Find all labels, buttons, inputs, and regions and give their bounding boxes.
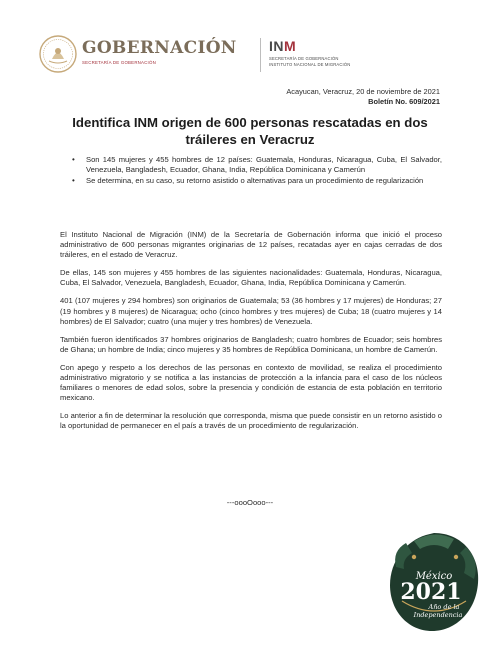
bullet-item: • Son 145 mujeres y 455 hombres de 12 países: Guatemala, Honduras, Nicaragua, Cuba, El Salvador, Venezuela, Bangladesh, Ecuador, Ghana, India, República Dominicana y Camerún	[72, 155, 442, 175]
place-date: Acayucan, Veracruz, 20 de noviembre de 2021	[286, 87, 440, 96]
emblem-mexico-text: México	[415, 571, 453, 582]
inm-logo	[269, 38, 296, 54]
body-paragraph: De ellas, 145 son mujeres y 455 hombres de las siguientes nacionalidades: Guatemala, Honduras, Nicaragua, Cuba, El Salvador, Venezuela, Bangladesh, Ecuador, Ghana, India, República Dominicana y Camerún.	[60, 268, 442, 288]
emblem-ano-text: Año de la	[428, 603, 460, 611]
summary-bullets	[72, 155, 442, 187]
bulletin-body	[60, 230, 442, 440]
inm-logo-left: IN	[269, 38, 284, 54]
page-title: Identifica INM origen de 600 personas rescatadas en dos tráileres en Veracruz	[72, 115, 428, 147]
gobernacion-subtitle: SECRETARÍA DE GOBERNACIÓN	[82, 60, 156, 65]
national-seal-icon	[38, 34, 78, 74]
inm-subtitle-line2: INSTITUTO NACIONAL DE MIGRACIÓN	[269, 61, 351, 67]
closing-mark: ---oooOooo---	[226, 498, 274, 507]
emblem-year-text: 2021	[400, 579, 462, 605]
bullet-item: • Se determina, en su caso, su retorno asistido o alternativas para un procedimiento de regularización	[72, 176, 442, 186]
emblem-independencia-text: Independencia	[413, 611, 463, 619]
gobernacion-title: GOBERNACIÓN	[82, 38, 237, 58]
inm-logo-right: M	[284, 38, 297, 54]
body-paragraph: Con apego y respeto a los derechos de las personas en contexto de movilidad, se realiza el procedimiento administrativo migratorio y se notifica a las instancias de protección a la infancia para el caso de los núcleos familiares o menores de edad solos, sobre la presencia y condición de estancia de esta población en territorio mexicano.	[60, 362, 442, 403]
bulletin-number: Boletín No. 609/2021	[368, 97, 440, 106]
letterhead	[38, 34, 468, 74]
body-paragraph: También fueron identificados 37 hombres originarios de Bangladesh; cuatro hombres de Ecuador; seis hombres de Ghana; un hombre de India; cinco mujeres y 35 hombres de República Dominicana, un hombre de Camerún.	[60, 334, 442, 354]
inm-subtitle	[269, 56, 350, 67]
body-paragraph: El Instituto Nacional de Migración (INM) de la Secretaría de Gobernación informa que inició el proceso administrativo de 600 personas migrantes originarias de 12 países, recatadas ayer en cajas cerradas de dos tráileres, en el estado de Veracruz.	[60, 230, 442, 260]
body-paragraph: Lo anterior a fin de determinar la resolución que corresponda, misma que puede consistir en un retorno asistido o la oportunidad de permanecer en el país a través de un procedimiento de regularización.	[60, 411, 442, 431]
bulletin-meta	[286, 87, 440, 107]
mexico-2021-emblem-icon	[384, 527, 484, 637]
body-paragraph: 401 (107 mujeres y 294 hombres) son originarios de Guatemala; 53 (36 hombres y 17 mujeres) de Honduras; 27 (19 hombres y 8 mujeres) de Nicaragua; ocho (cinco hombres y tres mujeres) de Cuba; 18 (cuatro mujeres y 14 hombres) de El Salvador; cuatro (una mujer y tres hombres) de Venezuela.	[60, 296, 442, 326]
gobernacion-logo	[82, 38, 237, 65]
inm-subtitle-line1: SECRETARÍA DE GOBERNACIÓN	[269, 56, 339, 61]
logo-divider	[260, 38, 261, 72]
